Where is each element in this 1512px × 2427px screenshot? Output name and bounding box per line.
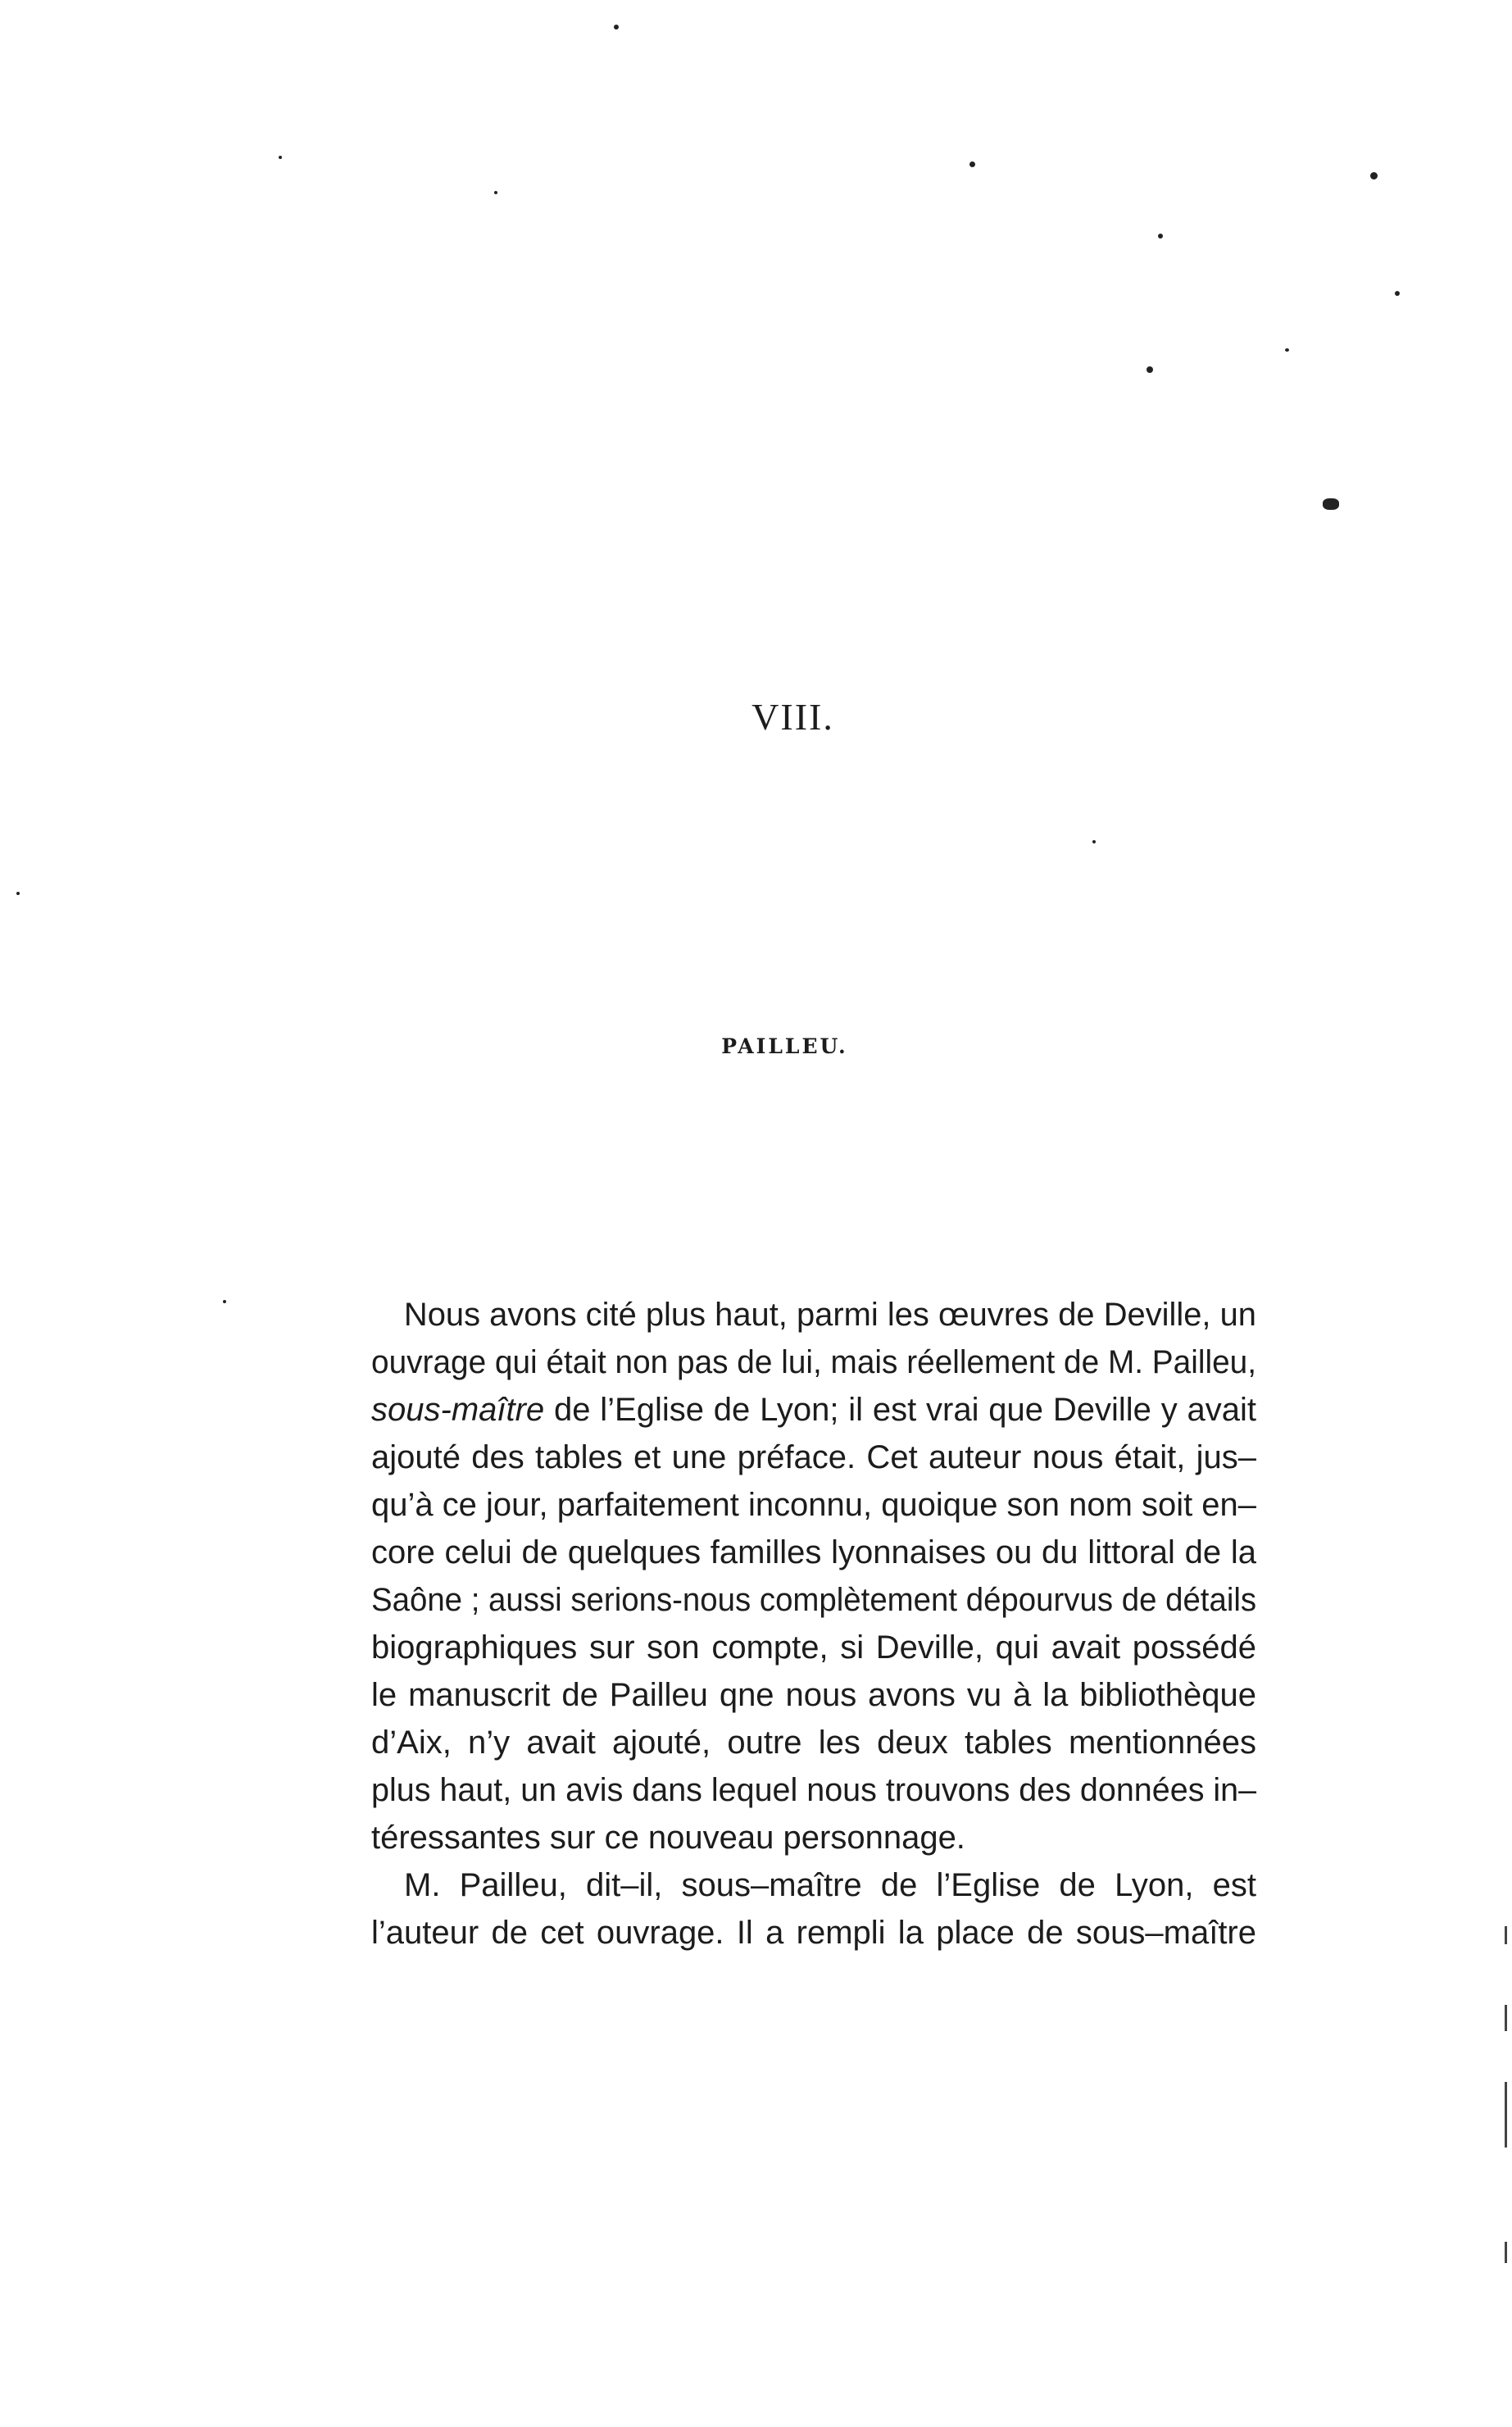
text-line: core celui de quelques familles lyonnaises ou du littoral de la <box>371 1534 1256 1570</box>
text-line: qu’à ce jour, parfaitement inconnu, quoique son nom soit en– <box>371 1487 1256 1523</box>
scan-speck <box>279 156 282 159</box>
margin-mark <box>1505 2242 1507 2263</box>
margin-mark <box>1505 2082 1507 2147</box>
scan-speck <box>1285 348 1289 352</box>
text-line-with-italic <box>371 1386 1256 1434</box>
margin-mark <box>1505 1926 1507 1944</box>
scan-speck <box>1092 840 1096 843</box>
scan-speck <box>1158 234 1163 239</box>
text-line-rest: de l’Eglise de Lyon; il est vrai que Deville y avait <box>544 1392 1256 1428</box>
text-line: d’Aix, n’y avait ajouté, outre les deux tables mentionnées <box>371 1725 1256 1761</box>
text-line: M. Pailleu, dit–il, sous–maître de l’Eglise de Lyon, est <box>404 1867 1256 1903</box>
italic-term: sous-maître <box>371 1392 545 1428</box>
scan-speck <box>494 191 497 194</box>
text-line: Nous avons cité plus haut, parmi les œuvres de Deville, un <box>403 1297 1257 1333</box>
body-text <box>371 1291 1256 1957</box>
text-line: ajouté des tables et une préface. Cet auteur nous était, jus– <box>371 1439 1256 1475</box>
scan-speck <box>223 1300 226 1303</box>
text-line: l’auteur de cet ouvrage. Il a rempli la place de sous–maître <box>371 1915 1256 1951</box>
scan-speck <box>614 25 619 30</box>
scan-speck <box>969 161 975 167</box>
text-line: plus haut, un avis dans lequel nous trouvons des données in– <box>371 1772 1257 1808</box>
scan-speck <box>16 892 20 895</box>
chapter-number: VIII. <box>751 696 834 738</box>
text-line: le manuscrit de Pailleu qne nous avons vu à la bibliothèque <box>371 1677 1256 1713</box>
text-line: biographiques sur son compte, si Deville, qui avait possédé <box>371 1629 1256 1666</box>
text-line: Saône ; aussi serions-nous complètement dépourvus de détails <box>371 1582 1257 1618</box>
text-line: téressantes sur ce nouveau personnage. <box>371 1820 965 1856</box>
chapter-title: PAILLEU. <box>721 1034 848 1058</box>
margin-mark <box>1505 2005 1507 2031</box>
scan-speck <box>1395 291 1400 296</box>
scan-speck <box>1146 366 1153 373</box>
text-line: ouvrage qui était non pas de lui, mais réellement de M. Pailleu, <box>371 1344 1256 1380</box>
scan-speck <box>1370 172 1378 180</box>
scan-speck <box>1323 498 1339 510</box>
